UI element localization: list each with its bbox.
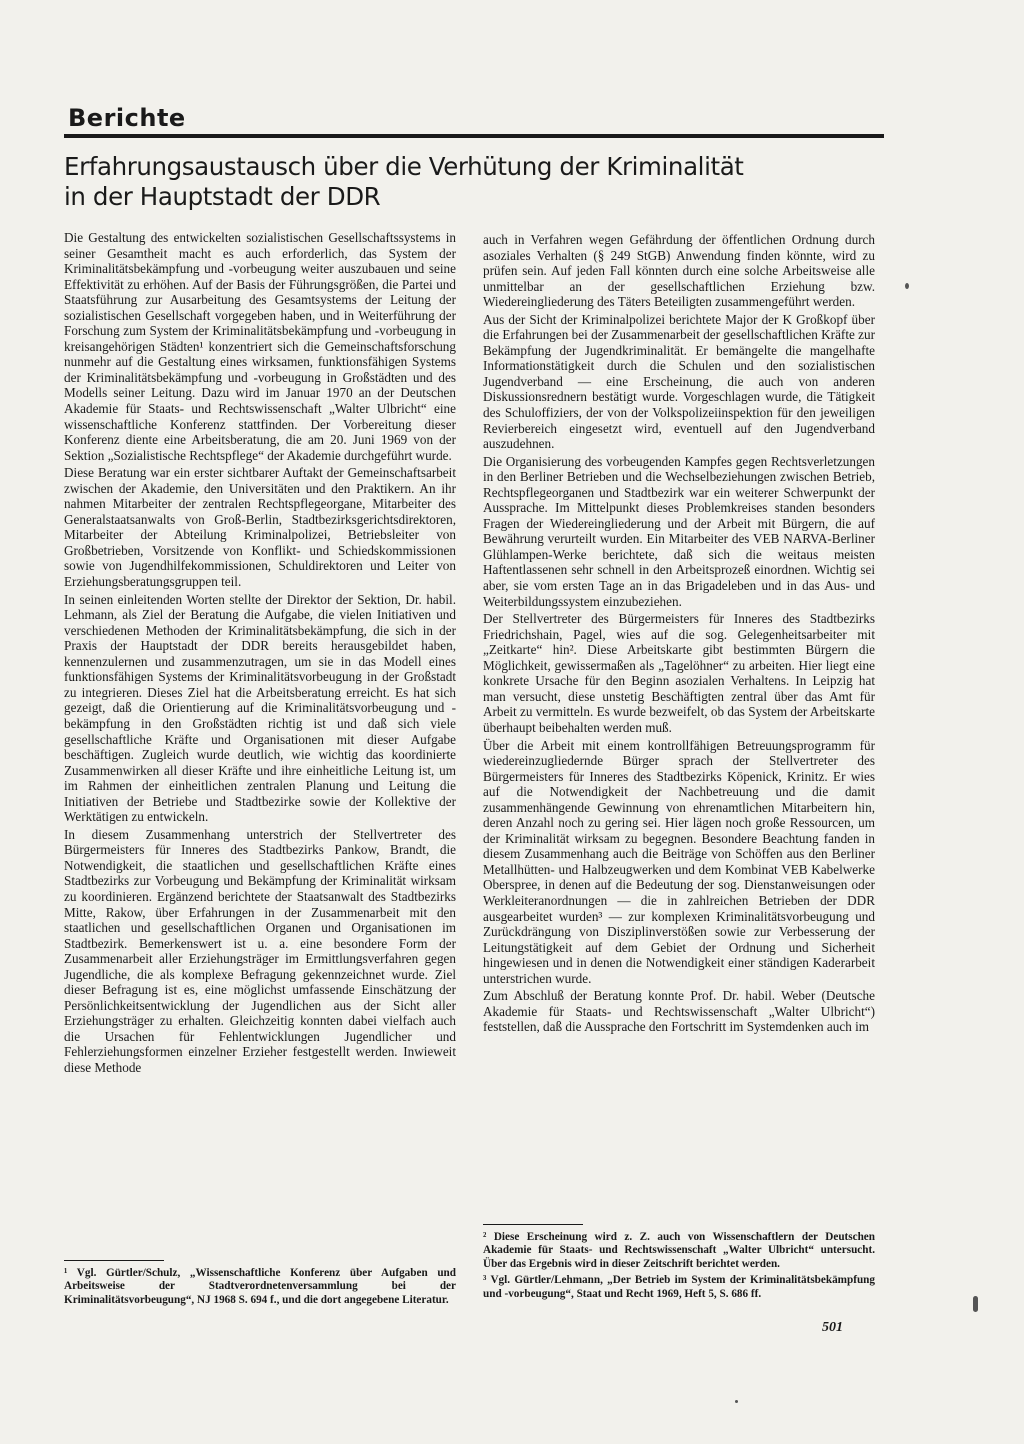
footnote-divider [483,1224,583,1225]
footnotes-right [483,1214,875,1304]
scan-speck [905,283,909,289]
section-heading-bar [64,100,884,138]
left-column [64,230,456,1076]
footnote-divider [64,1260,164,1261]
footnote: ¹ Vgl. Gürtler/Schulz, „Wissenschaftliche Konferenz über Aufgaben und Arbeitsweise der Stadtverordnetenversammlung bei der Kriminalitätsvorbeugung“, NJ 1968 S. 694 f., und die dort angegebene Literatur. [64,1267,456,1306]
paragraph: In diesem Zusammenhang unterstrich der Stellvertreter des Bürgermeisters für Inneres des Stadtbezirks Pankow, Brandt, die Notwendigkeit, die staatlichen und gesellschaftlichen Kräfte eines Stadtbezirks zur Vorbeugung und Bekämpfung der Kriminalität wirksam zu koordinieren. Ergänzend berichtete der Staatsanwalt des Stadtbezirks Mitte, Rakow, über Erfahrungen in der Zusammenarbeit mit den staatlichen und gesellschaftlichen Organen und Organisationen im Stadtbezirk. Bemerkenswert ist u. a. eine besondere Form der Zusammenarbeit aller Erziehungsträger im Ermittlungsverfahren gegen Jugendliche, die als komplexe Befragung gekennzeichnet wurde. Ziel dieser Befragung ist es, eine möglichst umfassende Einschätzung der Persönlichkeitsentwicklung der Jugendlichen aus der Sicht aller Erziehungsträger zu erhalten. Gleichzeitig konnten dabei vielfach auch die Ursachen für Fehlentwicklungen Jugendlicher und Fehlerziehungsformen einzelner Erzieher festgestellt werden. Inwieweit diese Methode [64,826,456,1075]
paragraph: Aus der Sicht der Kriminalpolizei berichtete Major der K Großkopf über die Erfahrungen bei der Zusammenarbeit der gesellschaftlichen Kräfte zur Bekämpfung der Jugendkriminalität. Er bemängelte die mangelhafte Informationstätigkeit durch die Schulen und den sozialistischen Jugendverband — eine Erscheinung, die auch von anderen Diskussionsrednern bestätigt wurde. Vorgeschlagen wurde, die Tätigkeit des Schuloffiziers, der von der Volkspolizeiinspektion für den jeweiligen Revierbereich eingesetzt wird, eventuell auf den Jugendverband auszudehnen. [483,311,875,452]
footnote: ³ Vgl. Gürtler/Lehmann, „Der Betrieb im System der Kriminalitätsbekämpfung und -vorbeugung“, Staat und Recht 1969, Heft 5, S. 686 ff. [483,1274,875,1300]
article-title-line: Erfahrungsaustausch über die Verhütung der Kriminalität [64,152,744,181]
section-heading: Berichte [68,104,186,132]
paragraph: Diese Beratung war ein erster sichtbarer Auftakt der Gemeinschaftsarbeit zwischen der Akademie, den Universitäten und den Praktikern. An ihr nahmen Mitarbeiter der zentralen Rechtspflegeorgane, Mitarbeiter des Generalstaatsanwalts von Groß-Berlin, Stadtbezirksgerichtsdirektoren, Mitarbeiter der Abteilung Kriminalpolizei, Betriebsleiter von Großbetrieben, Vorsitzende von Konflikt- und Schiedskommissionen sowie von Jugendhilfekommissionen, Schuldirektoren und Leiter von Erziehungsberatungsgruppen teil. [64,465,456,590]
article-title [64,152,884,212]
article-title-line: in der Hauptstadt der DDR [64,182,381,211]
paragraph: Der Stellvertreter des Bürgermeisters für Inneres des Stadtbezirks Friedrichshain, Pagel, wies auf die sog. Gelegenheitsarbeiter mit „Zeitkarte“ hin². Diese Arbeitskarte gibt bestimmten Bürgern die Möglichkeit, gewissermaßen als „Tagelöhner“ zu arbeiten. Hier liegt eine konkrete Ursache für den Beginn asozialen Verhaltens. In Leipzig hat man versucht, diese unstetig Beschäftigten zentral über das Amt für Arbeit zu vermitteln. Es wurde bezweifelt, ob das System der Arbeitskarte überhaupt beibehalten werden muß. [483,611,875,735]
page-number: 501 [822,1320,843,1335]
footnotes-left [64,1250,456,1310]
paragraph: Die Organisierung des vorbeugenden Kampfes gegen Rechtsverletzungen in den Berliner Betrieben und die Wechselbeziehungen zwischen Betrieb, Rechtspflegeorganen und Stadtbezirk war ein weiterer Schwerpunkt der Aussprache. Im Mittelpunkt dieses Problemkreises standen besonders Fragen der Wiedereingliederung und der Arbeit mit Bürgern, die auf Bewährung verurteilt wurden. Ein Mitarbeiter des VEB NARVA-Berliner Glühlampen-Werke berichtete, daß sich die weitaus meisten Haftentlassenen sehr schnell in den Arbeitsprozeß einordnen. Wichtig sei aber, sie vom ersten Tage an in das Brigadeleben und in das Aus- und Weiterbildungssystem einzubeziehen. [483,453,875,609]
paragraph: In seinen einleitenden Worten stellte der Direktor der Sektion, Dr. habil. Lehmann, als Ziel der Beratung die Aufgabe, die vielen Initiativen und verschiedenen Methoden der Kriminalitätsbekämpfung, die sich in der Praxis der Hauptstadt der DDR bereits herausgebildet haben, kennenzulernen und zusammenzutragen, um sie in das Modell eines funktionsfähigen Systems der Kriminalitätsvorbeugung in der Großstadt zu integrieren. Dieses Ziel hat die Arbeitsberatung erreicht. Es hat sich gezeigt, daß die Orientierung auf die Kriminalitätsvorbeugung und -bekämpfung in den Großstädten richtig ist und daß sich viele gesellschaftliche Kräfte und Organisationen mit dieser Aufgabe beschäftigen. Zugleich wurde deutlich, wie wichtig das koordinierte Zusammenwirken all dieser Kräfte und ihre einheitliche Leitung ist, um im Rahmen der einheitlichen zentralen Planung und Leitung die Initiativen der Betriebe und Stadtbezirke sowie der Kollektive der Werktätigen zu entwickeln. [64,591,456,825]
paragraph: Über die Arbeit mit einem kontrollfähigen Betreuungsprogramm für wiedereinzugliedernde Bürger sprach der Stellvertreter des Bürgermeisters für Inneres des Stadtbezirks Köpenick, Krinitz. Er wies auf die Notwendigkeit der Nachbetreuung und die damit zusammenhängende Gewinnung von ehrenamtlichen Mitarbeitern hin, deren Anzahl noch zu gering sei. Hier lägen noch große Ressourcen, um der Kriminalität wirksam zu begegnen. Besondere Beachtung fanden in diesem Zusammenhang auch die Beiträge von Schöffen aus den Berliner Metallhütten- und Halbzeugwerken und dem Kombinat VEB Kabelwerke Oberspree, in denen auf die Bedeutung der sog. Dienstanweisungen oder Werkleiteranordnungen — die in zahlreichen Betrieben der DDR ausgearbeitet wurden³ — zur komplexen Kriminalitätsvorbeugung und Zurückdrängung von Disziplinverstößen sowie zur Verbesserung der Leitungstätigkeit auf dem Gebiet der Ordnung und Sicherheit hingewiesen und in denen die Notwendigkeit einer ständigen Kaderarbeit unterstrichen wurde. [483,737,875,986]
paragraph: auch in Verfahren wegen Gefährdung der öffentlichen Ordnung durch asoziales Verhalten (§ 249 StGB) Anwendung finden könnte, wird zu prüfen sein. Auf jeden Fall könnten durch eine solche Arbeitsweise alle unmittelbar an der gesellschaftlichen Erziehung bzw. Wiedereingliederung des Täters Beteiligten zusammengeführt werden. [483,232,875,310]
scan-speck [735,1400,738,1403]
right-column [483,232,875,1035]
scan-speck [973,1296,978,1312]
footnote: ² Diese Erscheinung wird z. Z. auch von Wissenschaftlern der Deutschen Akademie für Staats- und Rechtswissenschaft „Walter Ulbricht“ untersucht. Über das Ergebnis wird in dieser Zeitschrift berichtet werden. [483,1231,875,1270]
paragraph: Die Gestaltung des entwickelten sozialistischen Gesellschaftssystems in seiner Gesamtheit macht es auch erforderlich, das System der Kriminalitätsbekämpfung und -vorbeugung weiter auszubauen und seine Effektivität zu erhöhen. Auf der Basis der Führungsgrößen, die Partei und Staatsführung zur Ausarbeitung des Gesamtsystems der Leitung der sozialistischen Gesellschaft vorgegeben haben, und in Weiterführung der Forschung zum System der Kriminalitätsbekämpfung und -vorbeugung in kreisangehörigen Städten¹ konzentriert sich die Gemeinschaftsforschung nunmehr auf die Gestaltung eines wirksamen, funktionsfähigen Systems der Kriminalitätsbekämpfung und -vorbeugung in Großstädten und des Modells seiner Leitung. Dazu wird im Januar 1970 an der Deutschen Akademie für Staats- und Rechtswissenschaft „Walter Ulbricht“ eine wissenschaftliche Konferenz stattfinden. Der Vorbereitung dieser Konferenz diente eine Arbeitsberatung, die am 20. Juni 1969 von der Sektion „Sozialistische Rechtspflege“ der Akademie durchgeführt wurde. [64,230,456,463]
paragraph: Zum Abschluß der Beratung konnte Prof. Dr. habil. Weber (Deutsche Akademie für Staats- und Rechtswissenschaft „Walter Ulbricht“) feststellen, daß die Aussprache den Fortschritt im Systemdenken auch im [483,988,875,1035]
